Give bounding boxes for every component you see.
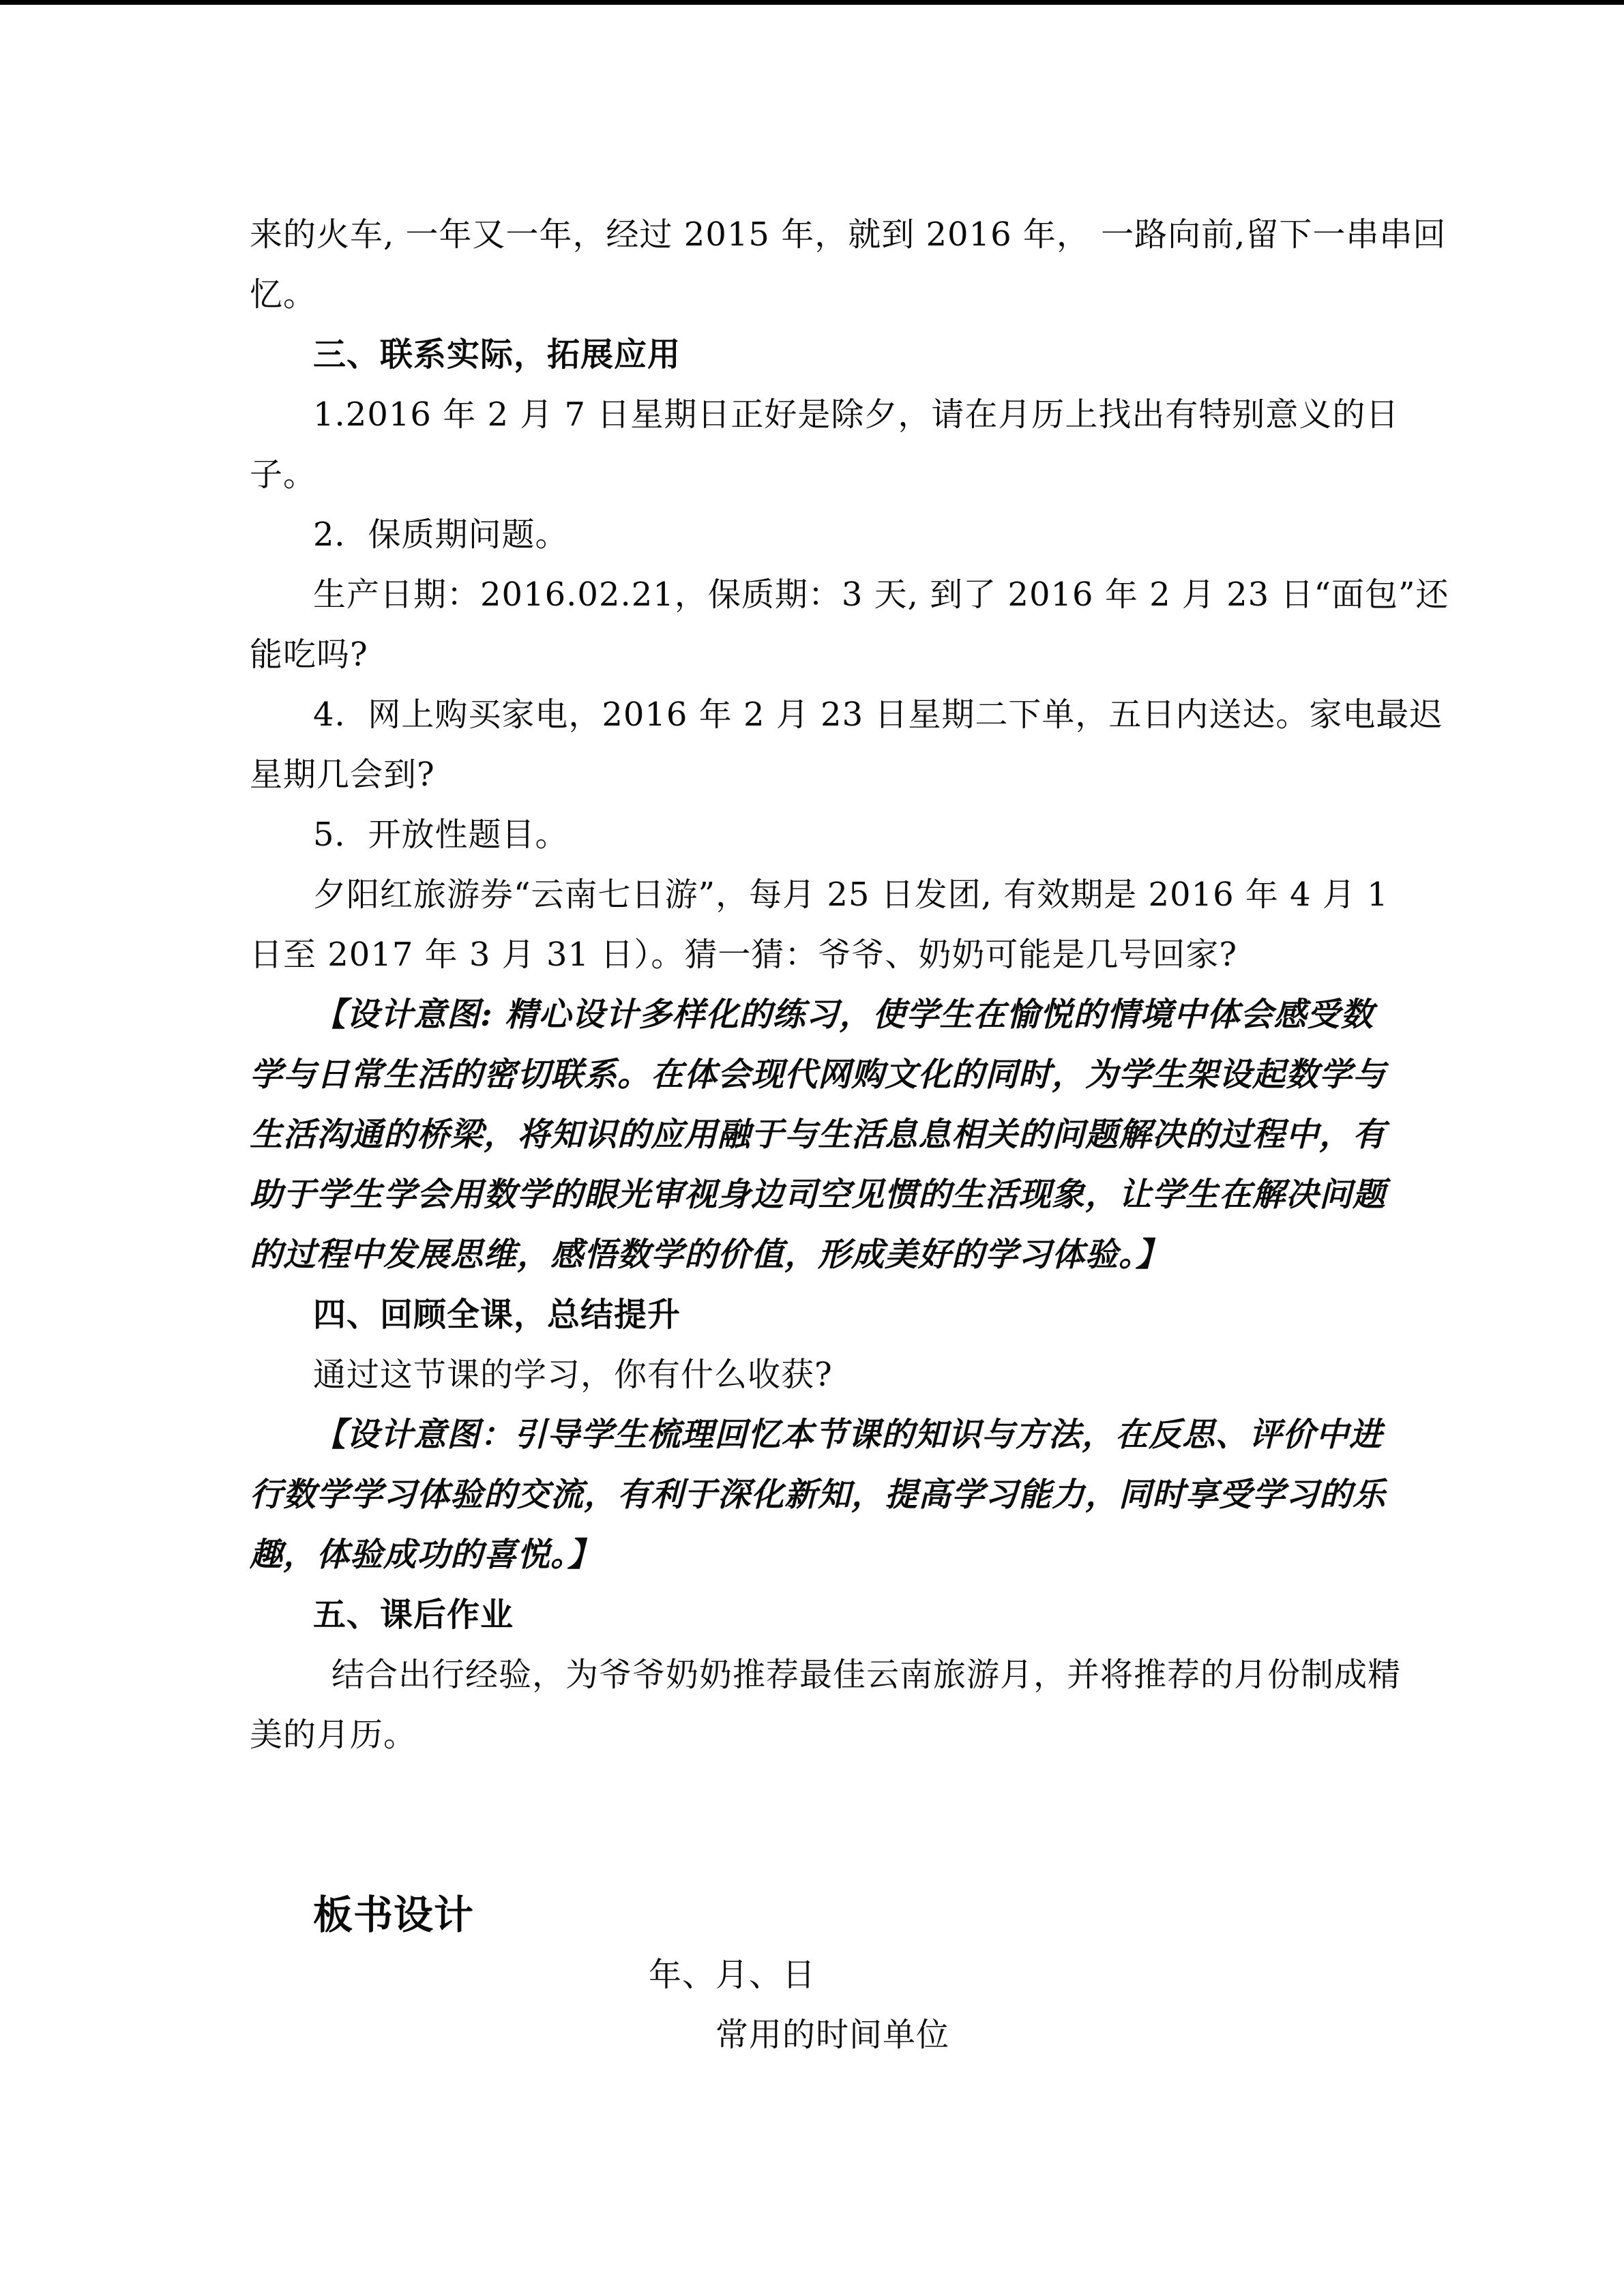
paragraph-line: 夕阳红旅游券“云南七日游”，每月 25 日发团, 有效期是 2016 年 4 月 1 <box>313 876 1389 914</box>
paragraph-line: 学与日常生活的密切联系。在体会现代网购文化的同时，为学生架设起数学与 <box>250 1056 1387 1094</box>
paragraph-line: 美的月历。 <box>250 1716 417 1754</box>
paragraph-line: 生产日期：2016.02.21，保质期：3 天, 到了 2016 年 2 月 23 日“面包”还 <box>313 576 1449 614</box>
paragraph-line: 4. 网上购买家电，2016 年 2 月 23 日星期二下单，五日内送达。家电最迟 <box>313 696 1443 734</box>
section-heading: 四、回顾全课，总结提升 <box>313 1296 681 1334</box>
paragraph-line: 【设计意图：引导学生梳理回忆本节课的知识与方法，在反思、评价中进 <box>313 1416 1383 1454</box>
blank-line <box>250 1825 1378 1885</box>
paragraph-line: 日至 2017 年 3 月 31 日）。猜一猜：爷爷、奶奶可能是几号回家? <box>250 936 1238 974</box>
section-heading: 五、课后作业 <box>313 1596 514 1634</box>
paragraph-line: 通过这节课的学习，你有什么收获? <box>313 1356 833 1394</box>
paragraph-line: 来的火车, 一年又一年，经过 2015 年，就到 2016 年， 一路向前,留下一串串回 <box>250 215 1447 254</box>
paragraph-line: 2．保质期问题。 <box>313 516 569 554</box>
paragraph-line: 子。 <box>250 456 317 494</box>
blank-line <box>250 1765 1378 1825</box>
paragraph-line: 行数学学习体验的交流，有利于深化新知，提高学习能力，同时享受学习的乐 <box>250 1476 1387 1514</box>
paragraph-line: 5．开放性题目。 <box>313 816 569 854</box>
paragraph-line: 1.2016 年 2 月 7 日星期日正好是除夕，请在月历上找出有特别意义的日 <box>313 396 1400 434</box>
board-design-title: 板书设计 <box>313 1892 475 1938</box>
paragraph-line: 【设计意图: 精心设计多样化的练习，使学生在愉悦的情境中体会感受数 <box>313 996 1374 1034</box>
paragraph-line: 能吃吗? <box>250 636 368 674</box>
paragraph-line: 生活沟通的桥梁，将知识的应用融于与生活息息相关的问题解决的过程中，有 <box>250 1116 1387 1154</box>
paragraph-line: 忆。 <box>250 275 317 314</box>
section-heading: 三、联系实际，拓展应用 <box>313 336 681 374</box>
paragraph-line: 助于学生学会用数学的眼光审视身边司空见惯的生活现象，让学生在解决问题 <box>250 1176 1387 1214</box>
paragraph-line: 结合出行经验，为爷爷奶奶推荐最佳云南旅游月，并将推荐的月份制成精 <box>331 1656 1402 1694</box>
paragraph-line: 的过程中发展思维，感悟数学的价值，形成美好的学习体验。】 <box>250 1236 1170 1274</box>
paragraph-line: 常用的时间单位 <box>715 2016 950 2054</box>
paragraph-line: 星期几会到? <box>250 756 435 794</box>
paragraph-line: 趣，体验成功的喜悦。】 <box>250 1536 602 1574</box>
paragraph-line: 年、月、日 <box>649 1956 816 1994</box>
